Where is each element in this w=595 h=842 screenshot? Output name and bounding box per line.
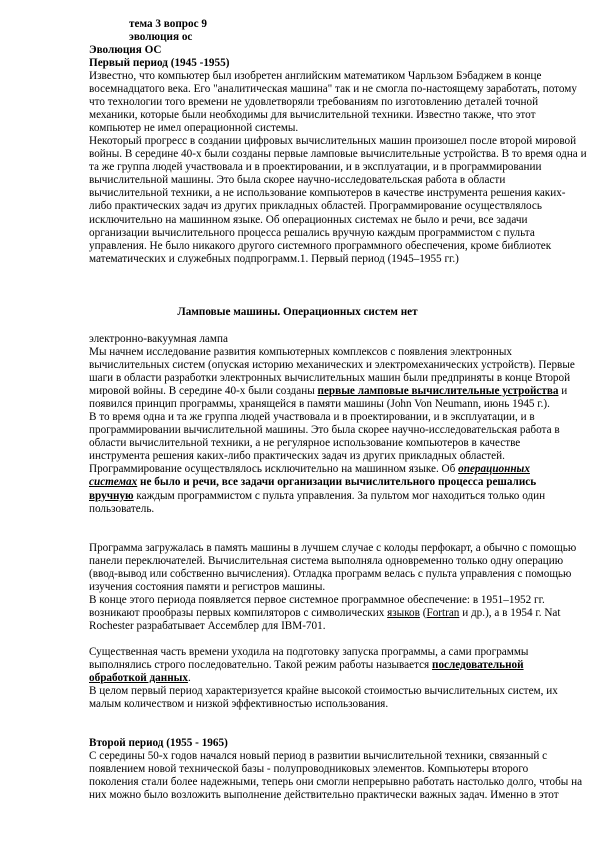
link-manually[interactable]: вручную — [89, 489, 134, 502]
text-run: ( — [419, 607, 427, 620]
link-sequential-processing[interactable]: последовательной — [432, 659, 524, 672]
text-line: области вычислительной техники, а не регулярное использование компьютеров в качестве — [89, 437, 521, 450]
section1-paragraph-1 — [89, 70, 577, 135]
text-line: Программа загружалась в память машины в лучшем случае с колоды перфокарт, а обычно с помощью — [89, 542, 577, 554]
text-line: В то время одна и та же группа людей участвовала и в проектировании, и в эксплуатации, и в — [89, 411, 535, 423]
section1-paragraph-8 — [89, 685, 558, 711]
text-run: и — [558, 385, 568, 398]
section1-subheading-wrap — [0, 306, 595, 319]
text-line: восемнадцатого века. Его "аналитическая машина" так и не смогла по-настоящему заработать, потому — [89, 83, 577, 96]
text-line: В целом первый период характеризуется крайне высокой стоимостью вычислительных систем, их — [89, 685, 558, 697]
text-line: вычислительной машины. Это была скорее научно-исследовательская работа в области — [89, 174, 506, 187]
text-line: либо практических задач из других прикладных областей. Программирование осуществлялось — [89, 200, 542, 213]
text-line: В конце этого периода появляется первое системное программное обеспечение: в 1951–1952 гг. — [89, 594, 545, 606]
text-run: каждым программистом с пульта управления. За пультом мог находиться только один — [133, 489, 546, 502]
text-line — [89, 463, 529, 476]
image-caption: электронно-вакуумная лампа — [89, 333, 228, 345]
text-line: компьютер не имел операционной системы. — [89, 122, 299, 135]
section1-heading: Первый период (1945 -1955) — [89, 57, 230, 70]
text-line: панели переключателей. Вычислительная система выполняла одновременно только одну операцию — [89, 555, 564, 568]
text-run: . — [188, 672, 191, 685]
text-line — [89, 659, 529, 672]
text-line: Некоторый прогресс в создании цифровых вычислительных машин произошел после второй мировой — [89, 135, 577, 147]
text-line: малым количеством и низкой эффективностью использования. — [89, 698, 389, 711]
link-languages[interactable]: языков — [387, 607, 420, 620]
section1-paragraph-5 — [89, 542, 577, 594]
text-line: исключительно на машинном языке. Об операционных системах не было и речи, все задачи — [89, 213, 528, 226]
text-line — [89, 385, 568, 398]
section2 — [89, 737, 583, 802]
text-line: что технологии того времени не удовлетворяли требованиям по изготовлению деталей точной — [89, 96, 539, 109]
text-line: войны. В середине 40-х были созданы первые ламповые вычислительные устройства. В то время одна и — [89, 148, 587, 161]
image-caption-wrap — [89, 333, 529, 346]
text-line: Известно, что компьютер был изобретен английским математиком Чарльзом Бэбаджем в конце — [89, 70, 542, 82]
text-line: вычислительной техники, а не использование компьютеров в качестве инструмента решения каких- — [89, 187, 566, 200]
text-line: математических и служебных подпрограмм.1. Первый период (1945–1955 гг.) — [89, 252, 459, 265]
text-line: С середины 50-х годов начался новый период в развитии вычислительной техники, связанный с — [89, 750, 548, 763]
text-run: Программирование осуществлялось исключительно на машинном языке. Об — [89, 463, 459, 476]
text-run: мировой войны. В середине 40-х были созданы — [89, 385, 318, 398]
link-systems[interactable]: системах — [89, 476, 138, 489]
text-run: и др.), а в 1954 г. Nat — [459, 607, 561, 620]
link-fortran[interactable]: Fortran — [426, 607, 460, 620]
text-line: (ввод-вывод или собственно вычисления). Отладка программ велась с пульта управления с помощью — [89, 568, 572, 581]
link-data-processing[interactable]: обработкой данных — [89, 672, 188, 685]
text-line: поколения стали более надежными, теперь они смогли непрерывно работать настолько долго, чтобы на — [89, 776, 583, 789]
header-subtopic-line: эволюция ос — [129, 31, 193, 44]
text-line — [89, 489, 546, 503]
text-line: программировании вычислительной машины. Это была скорее научно-исследовательская работа в — [89, 424, 560, 437]
section2-heading: Второй период (1955 - 1965) — [89, 737, 228, 749]
text-line: изучения состояния памяти и регистров машины. — [89, 581, 326, 594]
text-line: инструмента решения каких-либо практических задач из других прикладных областей. — [89, 450, 505, 463]
text-line: пользователь. — [89, 502, 155, 515]
text-line: появлением новой технической базы - полупроводниковых элементов. Компьютеры второго — [89, 763, 529, 776]
text-line: Существенная часть времени уходила на подготовку запуска программы, а сами программы — [89, 646, 529, 658]
document-title: Эволюция ОС — [89, 44, 162, 57]
text-line — [89, 672, 529, 685]
text-line: организации вычислительного процесса решались вручную каждым программистом с пульта — [89, 226, 535, 239]
section1-paragraph-4 — [89, 411, 560, 516]
text-line — [89, 607, 561, 620]
text-run: возникают прообразы первых компиляторов с символических — [89, 607, 388, 620]
section1-subheading: Ламповые машины. Операционных систем нет — [177, 306, 418, 318]
link-operating-systems[interactable]: операционных — [458, 463, 530, 476]
text-line: вычислительных систем (опуская историю механических и электромеханических устройств). Первые — [89, 359, 575, 372]
text-line: появился принцип программы, хранящейся в памяти машины (John Von Neumann, июнь 1945 г.). — [89, 398, 550, 411]
document-header — [89, 18, 529, 70]
section1-paragraph-7 — [89, 646, 529, 685]
text-line: та же группа людей участвовала и в проектировании, и в эксплуатации, и в программировании — [89, 161, 542, 174]
text-run: не было и речи, все задачи организации вычислительного процесса решались — [137, 476, 537, 489]
text-line: шаги в области разработки электронных вычислительных машин были предприняты в конце Второй — [89, 372, 571, 385]
text-run: выполнялись строго последовательно. Такой режим работы называется — [89, 659, 433, 672]
section1-paragraph-3 — [89, 346, 575, 411]
section1-paragraph-6 — [89, 594, 561, 633]
text-line: Мы начнем исследование развития компьютерных комплексов с появления электронных — [89, 346, 512, 358]
link-tube-computers[interactable]: первые ламповые вычислительные устройства — [317, 385, 559, 398]
text-line: них можно было возложить выполнение действительно практически важных задач. Именно в этот — [89, 789, 559, 802]
text-line: управления. Не было никакого другого системного программного обеспечения, кроме библиотек — [89, 239, 552, 252]
text-line: механики, которые были необходимы для вычислительной техники. Известно также, что этот — [89, 109, 536, 122]
text-line: Rochester разрабатывает Ассемблер для IBM-701. — [89, 620, 326, 633]
section1-paragraph-2 — [89, 135, 587, 266]
text-line — [89, 476, 537, 489]
header-topic-line: тема 3 вопрос 9 — [129, 18, 207, 30]
